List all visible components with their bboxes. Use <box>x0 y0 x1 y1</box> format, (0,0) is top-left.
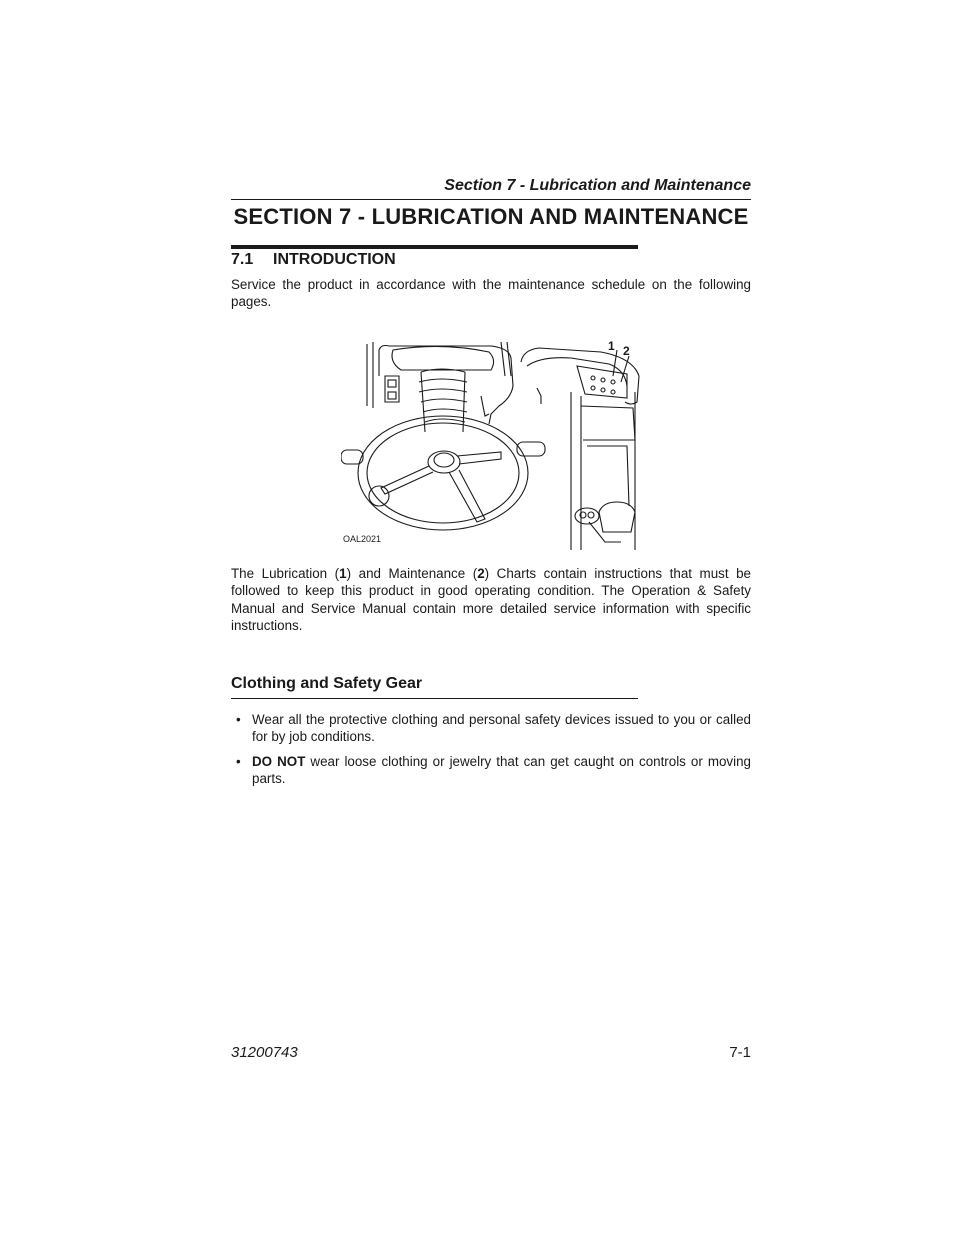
document-number: 31200743 <box>231 1044 298 1061</box>
list-item <box>231 753 751 788</box>
section-title: SECTION 7 - LUBRICATION AND MAINTENANCE <box>233 204 749 229</box>
callout-lubrication: 1 <box>608 339 615 353</box>
clothing-heading: Clothing and Safety Gear <box>231 675 423 692</box>
safety-bullet-list <box>231 711 751 795</box>
operator-controls-illustration <box>341 336 641 550</box>
page-number: 7-1 <box>729 1044 751 1061</box>
manual-page <box>231 0 751 1235</box>
running-header: Section 7 - Lubrication and Maintenance <box>444 177 751 194</box>
callout-maintenance: 2 <box>623 344 630 358</box>
charts-text-1: The Lubrication ( <box>231 566 340 581</box>
bullet-glyph: • <box>236 753 241 769</box>
bullet-glyph: • <box>236 712 241 727</box>
subsection-label: INTRODUCTION <box>273 251 396 268</box>
subsection-rule <box>231 245 638 249</box>
subsection-title <box>231 251 396 269</box>
header-rule <box>231 199 751 200</box>
list-item <box>231 711 751 746</box>
clothing-heading-rule <box>231 698 638 699</box>
charts-text-2: ) and Maintenance ( <box>346 566 478 581</box>
charts-ref-1: 1 <box>339 566 347 581</box>
bullet-text: Wear all the protective clothing and personal safety devices issued to you or called for by job conditions. <box>252 712 751 745</box>
subsection-number: 7.1 <box>231 251 254 268</box>
controls-drawing <box>341 336 641 550</box>
charts-text-3: ) Charts contain instructions that must be followed to keep this product in good operating condition. The Operation & Safety Manual and Service Manual contain more detailed service information with specific instructions. <box>231 566 752 634</box>
bullet-text: wear loose clothing or jewelry that can get caught on controls or moving parts. <box>252 753 751 787</box>
figure-id: OAL2021 <box>343 534 382 544</box>
bullet-emphasis: DO NOT <box>252 753 306 769</box>
charts-ref-2: 2 <box>477 566 485 581</box>
intro-paragraph: Service the product in accordance with the maintenance schedule on the following pages. <box>231 277 751 310</box>
charts-paragraph <box>231 565 751 635</box>
